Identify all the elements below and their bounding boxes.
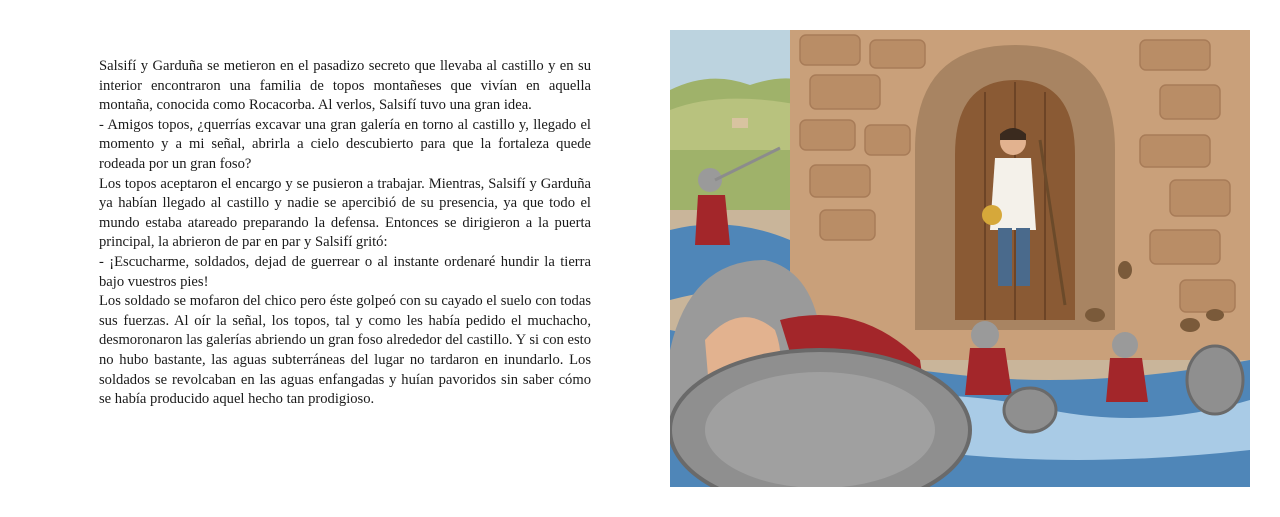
story-paragraph-5: Los soldado se mofaron del chico pero éste golpeó con su cayado el suelo con todas sus fuerzas. Al oír la señal, los topos, tal y como les había pedido el muchacho, desmoronaron las galerías abriendo un gran foso alrededor del castillo. Y si con esto no hubo bastante, las aguas subterráneas del lugar no tardaron en inundarlo. Los soldados se revolcaban en las aguas enfangadas y huían pavoridos sin saber cómo se había producido aquel hecho tan prodigioso.	[99, 293, 591, 408]
village	[732, 118, 748, 128]
story-paragraph-4: - ¡Escucharme, soldados, dejad de guerrear o al instante ordenaré hundir la tierra bajo vuestros pies!	[99, 253, 591, 290]
story-paragraph-2: - Amigos topos, ¿querrías excavar una gran galería en torno al castillo y, llegado el momento y a mi señal, abrirla a cielo descubierto para que la fortaleza quede rodeada por un gran foso?	[99, 116, 591, 172]
right-page	[640, 0, 1280, 517]
story-illustration	[670, 30, 1250, 487]
illustration-canvas	[670, 30, 1250, 487]
story-paragraph-3: Los topos aceptaron el encargo y se pusieron a trabajar. Mientras, Salsifí y Garduña ya habían llegado al castillo y nadie se apercibió de su presencia, ya que todo el mundo estaba atareado preparando la defensa. Entonces se dirigieron a la puerta principal, la abrieron de par en par y Salsifí gritó:	[99, 175, 591, 251]
story-text	[99, 57, 591, 410]
story-paragraph-1: Salsifí y Garduña se metieron en el pasadizo secreto que llevaba al castillo y en su interior encontraron una familia de topos montañeses que vivían en aquella montaña, conocida como Rocacorba. Al verlos, Salsifí tuvo una gran idea.	[99, 58, 591, 114]
